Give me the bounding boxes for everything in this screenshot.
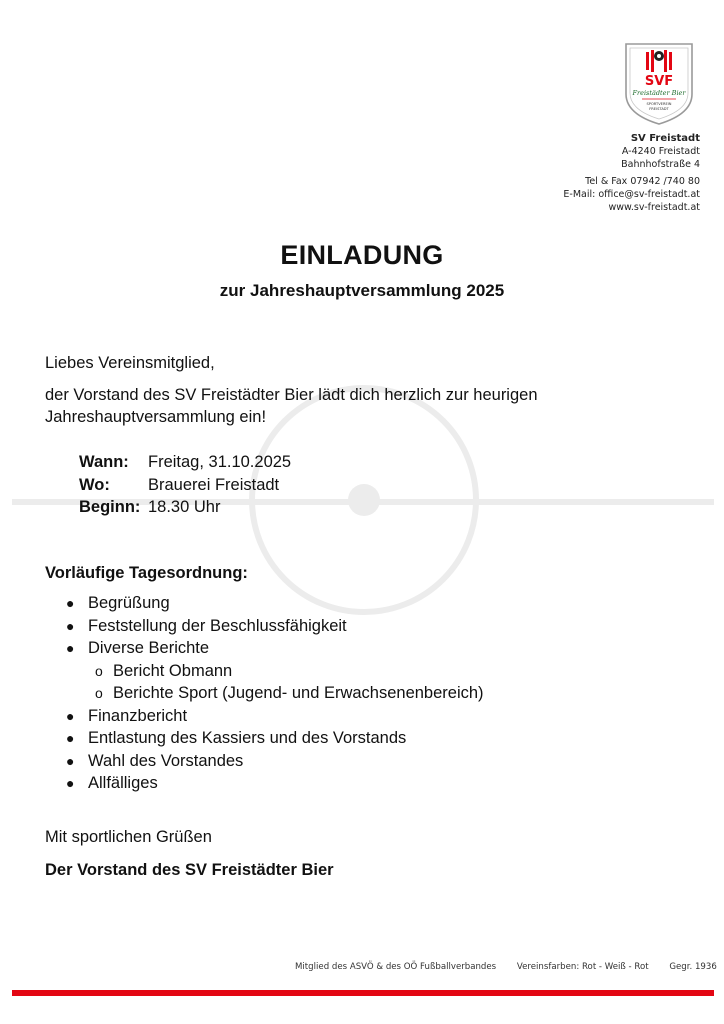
address-email[interactable]: E-Mail: office@sv-freistadt.at bbox=[563, 188, 700, 200]
closing-text: Mit sportlichen Grüßen bbox=[45, 828, 212, 846]
list-item: ● Entlastung des Kassiers und des Vorstands bbox=[66, 727, 484, 750]
svg-text:SVF: SVF bbox=[644, 74, 674, 89]
agenda-heading: Vorläufige Tagesordnung: bbox=[45, 564, 248, 582]
bullet-icon: ● bbox=[66, 752, 75, 769]
bullet-icon: ● bbox=[66, 707, 75, 724]
detail-value: 18.30 Uhr bbox=[148, 498, 221, 516]
footer-red-bar bbox=[12, 990, 714, 996]
club-address bbox=[563, 132, 700, 214]
greeting: Liebes Vereinsmitglied, bbox=[45, 354, 215, 372]
list-item: ● Diverse Berichte bbox=[66, 637, 484, 660]
page-subtitle: zur Jahreshauptversammlung 2025 bbox=[219, 281, 505, 300]
footer-membership: Mitglied des ASVÖ & des OÖ Fußballverbandes bbox=[295, 962, 497, 972]
circle-bullet-icon: o bbox=[95, 662, 103, 679]
bullet-icon: ● bbox=[66, 640, 75, 656]
list-item: ● Finanzbericht bbox=[66, 705, 484, 728]
footer-founded: Gegr. 1936 bbox=[669, 962, 717, 972]
address-postal: A-4240 Freistadt bbox=[621, 146, 700, 158]
bullet-icon: ● bbox=[66, 775, 75, 791]
bullet-icon: ● bbox=[66, 617, 75, 634]
svg-text:SPORTVEREIN: SPORTVEREIN bbox=[646, 102, 672, 106]
detail-start bbox=[79, 496, 291, 519]
signature: Der Vorstand des SV Freistädter Bier bbox=[45, 861, 334, 879]
sub-list-item: o Bericht Obmann bbox=[66, 660, 484, 683]
address-street: Bahnhofstraße 4 bbox=[621, 159, 700, 171]
detail-when bbox=[79, 451, 291, 474]
svg-text:FREISTADT: FREISTADT bbox=[649, 107, 669, 111]
detail-label: Wo: bbox=[79, 475, 110, 494]
footer-colors: Vereinsfarben: Rot - Weiß - Rot bbox=[516, 962, 649, 972]
circle-bullet-icon: o bbox=[95, 685, 103, 701]
agenda-list bbox=[66, 592, 484, 795]
list-item: ● Begrüßung bbox=[66, 592, 484, 615]
detail-value: Freitag, 31.10.2025 bbox=[148, 453, 292, 471]
list-item: ● Feststellung der Beschlussfähigkeit bbox=[66, 615, 484, 638]
footer bbox=[295, 962, 724, 972]
detail-label: Beginn: bbox=[79, 498, 141, 516]
svg-text:Freistädter Bier: Freistädter Bier bbox=[632, 89, 686, 97]
detail-where bbox=[79, 474, 291, 497]
intro-text: der Vorstand des SV Freistädter Bier lädt dich herzlich zur heurigen Jahreshauptversammlung ein! bbox=[45, 386, 538, 426]
list-item: ● Wahl des Vorstandes bbox=[66, 750, 484, 773]
detail-value: Brauerei Freistadt bbox=[148, 475, 280, 494]
detail-label: Wann: bbox=[79, 453, 129, 471]
sub-list-item: o Berichte Sport (Jugend- und Erwachsenenbereich) bbox=[66, 682, 484, 705]
page-title: EINLADUNG bbox=[280, 240, 444, 270]
address-website[interactable]: www.sv-freistadt.at bbox=[608, 202, 700, 214]
club-logo bbox=[622, 38, 696, 126]
bullet-icon: ● bbox=[66, 730, 75, 746]
event-details bbox=[79, 451, 291, 519]
list-item: ● Allfälliges bbox=[66, 772, 484, 795]
bullet-icon: ● bbox=[66, 595, 75, 611]
club-name: SV Freistadt bbox=[630, 133, 700, 144]
address-phone: Tel & Fax 07942 /740 80 bbox=[585, 175, 700, 187]
